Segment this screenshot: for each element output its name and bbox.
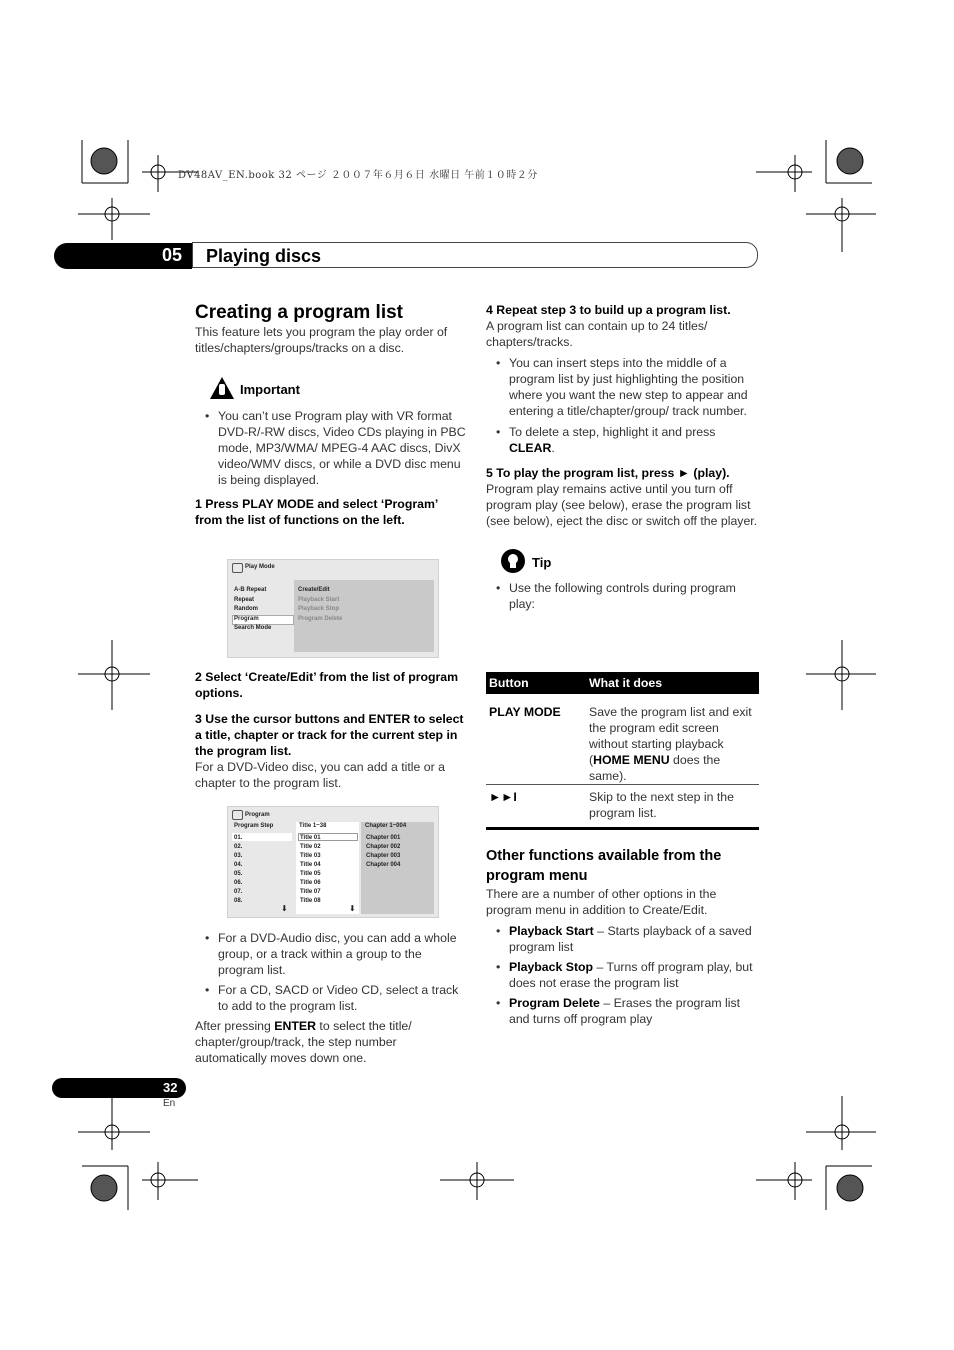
step-item[interactable]: 07. (234, 889, 243, 895)
header-button: Button (489, 676, 529, 690)
chapter-item[interactable]: Chapter 003 (366, 853, 401, 859)
after-enter-text (195, 1018, 467, 1066)
menu-item[interactable]: Random (234, 606, 258, 612)
title-item[interactable]: Title 07 (300, 889, 321, 895)
chapter-title: Playing discs (206, 246, 322, 266)
tip-label: Tip (532, 555, 552, 570)
function-item (486, 959, 760, 991)
option-list (298, 586, 342, 624)
step-1: 1 Press PLAY MODE and select ‘Program’ from the list of functions on the left. (195, 497, 438, 527)
title-item[interactable]: Title 01 (300, 835, 321, 841)
header-what-it-does: What it does (589, 676, 663, 690)
title-item[interactable]: Title 08 (300, 898, 321, 904)
delete-text-pre: To delete a step, highlight it and press (509, 425, 716, 439)
function-item (486, 923, 760, 955)
menu-list (234, 586, 271, 634)
function-label: Playback Stop (509, 960, 594, 974)
step-item[interactable]: 06. (234, 880, 243, 886)
disc-icon (232, 563, 243, 573)
option-item[interactable]: Program Delete (298, 615, 343, 622)
menu-item[interactable]: A-B Repeat (234, 587, 267, 593)
disc-icon (232, 810, 243, 820)
chapter-number: 05 (162, 245, 183, 265)
step-item[interactable]: 08. (234, 898, 243, 904)
step-item[interactable]: 02. (234, 844, 243, 850)
next-desc: Skip to the next step in the program list. (589, 790, 734, 820)
enter-key-label: ENTER (274, 1019, 316, 1033)
other-functions-list (486, 923, 760, 1027)
program-screen (227, 806, 439, 918)
step-item[interactable]: 03. (234, 853, 243, 859)
step-3-text: For a DVD-Video disc, you can add a title or a chapter to the program list. (195, 760, 445, 790)
lightbulb-icon (500, 548, 526, 574)
chapter-item[interactable]: Chapter 004 (366, 862, 401, 868)
controls-table (486, 672, 759, 830)
menu-item[interactable]: Program (234, 615, 259, 622)
function-label: Program Delete (509, 996, 600, 1010)
step-4-text: A program list can contain up to 24 titles/ chapters/tracks. (486, 319, 708, 349)
scroll-down-icon[interactable]: ⬇ (281, 904, 288, 913)
intro-text: This feature lets you program the play order of titles/chapters/groups/tracks on a disc. (195, 325, 448, 355)
step-4-list (486, 355, 760, 456)
step-item[interactable]: 05. (234, 871, 243, 877)
after-enter-post: to select the title/ chapter/group/track, the step number automatically moves down one. (195, 1019, 412, 1065)
menu-item[interactable]: Search Mode (234, 625, 272, 631)
play-mode-screen (227, 559, 439, 658)
disc-type-list (195, 930, 467, 1014)
page-number: 32 (163, 1080, 178, 1095)
table-row (486, 694, 759, 785)
step-5-text: Program play remains active until you turn off program play (see below), erase the program list (see below), eject the disc or switch off the player. (486, 482, 758, 528)
title-list (300, 834, 321, 906)
play-mode-desc (589, 704, 757, 784)
step-4-item: • You can insert steps into the middle of a program list by just highlighting the position where you want the new step to appear and entering a title/chapter/group/ track number. (486, 355, 760, 419)
left-column (195, 302, 467, 528)
important-item: • You can’t use Program play with VR format DVD-R/-RW discs, Video CDs playing in PBC mode, MP3/WMA/ MPEG-4 AAC discs, DivX video/WMV discs, or while a DVD disc menu is being displayed. (195, 408, 467, 488)
delete-text-post: . (551, 441, 555, 455)
table-row (486, 785, 759, 830)
title-item[interactable]: Title 02 (300, 844, 321, 850)
other-functions-text: There are a number of other options in the program menu in addition to Create/Edit. (486, 887, 717, 917)
play-mode-desc-post: does the same). (589, 753, 721, 783)
step-4-item (486, 424, 760, 456)
screen-title: Play Mode (245, 564, 275, 570)
step-list (234, 834, 242, 906)
disc-type-item: • For a DVD-Audio disc, you can add a whole group, or a track within a group to the program list. (195, 930, 467, 978)
option-item[interactable]: Playback Start (298, 596, 340, 603)
important-hand-icon (209, 376, 235, 400)
other-functions-section (486, 846, 760, 1027)
step-4: 4 Repeat step 3 to build up a program list. (486, 303, 731, 317)
after-enter-pre: After pressing (195, 1019, 275, 1033)
print-header-meta: DV48AV_EN.book 32 ページ ２００７年６月６日 水曜日 午前１０時２分 (178, 170, 538, 181)
function-desc: – Starts playback of a saved program list (509, 924, 752, 954)
function-item (486, 995, 760, 1027)
section-title: Creating a program list (195, 302, 403, 323)
important-list (195, 408, 467, 488)
play-mode-label: PLAY MODE (489, 705, 561, 719)
step-item[interactable]: 04. (234, 862, 243, 868)
function-label: Playback Start (509, 924, 594, 938)
program-step-head: Program Step (234, 823, 274, 829)
table-header (486, 672, 759, 694)
function-desc: – Erases the program list and turns off program play (509, 996, 741, 1026)
title-item[interactable]: Title 04 (300, 862, 321, 868)
title-item[interactable]: Title 05 (300, 871, 321, 877)
important-heading (195, 378, 467, 402)
step-item[interactable]: 01. (234, 835, 243, 841)
tip-list (486, 580, 760, 612)
right-column (486, 302, 760, 612)
menu-item[interactable]: Repeat (234, 596, 255, 603)
other-functions-title: Other functions available from the program menu (486, 848, 722, 884)
title-item[interactable]: Title 03 (300, 853, 321, 859)
clear-key-label: CLEAR (509, 441, 552, 455)
scroll-down-icon[interactable]: ⬇ (349, 904, 356, 913)
option-item[interactable]: Create/Edit (298, 587, 330, 593)
page-language: En (163, 1098, 176, 1109)
chapter-list (366, 834, 400, 870)
chapter-item[interactable]: Chapter 001 (366, 835, 401, 841)
step-3: 3 Use the cursor buttons and ENTER to select a title, chapter or track for the current step in the program list. (195, 712, 464, 758)
chapter-item[interactable]: Chapter 002 (366, 844, 401, 850)
tip-heading (486, 551, 760, 575)
tip-item: • Use the following controls during program play: (486, 580, 760, 612)
play-mode-desc-pre: Save the program list and exit the program edit screen without starting playback ( (589, 705, 752, 767)
step-5: 5 To play the program list, press ► (play). (486, 466, 730, 480)
important-label: Important (240, 382, 300, 397)
chapter-range-head: Chapter 1~004 (365, 823, 407, 829)
disc-type-item: • For a CD, SACD or Video CD, select a track to add to the program list. (195, 982, 467, 1014)
option-item[interactable]: Playback Stop (298, 606, 340, 612)
title-range-head: Title 1~38 (299, 823, 327, 829)
next-track-icon: ►►I (489, 790, 517, 804)
function-desc: – Turns off program play, but does not erase the program list (509, 960, 753, 990)
left-column-bottom (195, 930, 467, 1066)
step-2: 2 Select ‘Create/Edit’ from the list of program options. (195, 670, 459, 700)
title-item[interactable]: Title 06 (300, 880, 321, 886)
home-menu-label: HOME MENU (593, 753, 670, 767)
screen-title: Program (245, 812, 270, 818)
left-column-steps (195, 669, 467, 791)
